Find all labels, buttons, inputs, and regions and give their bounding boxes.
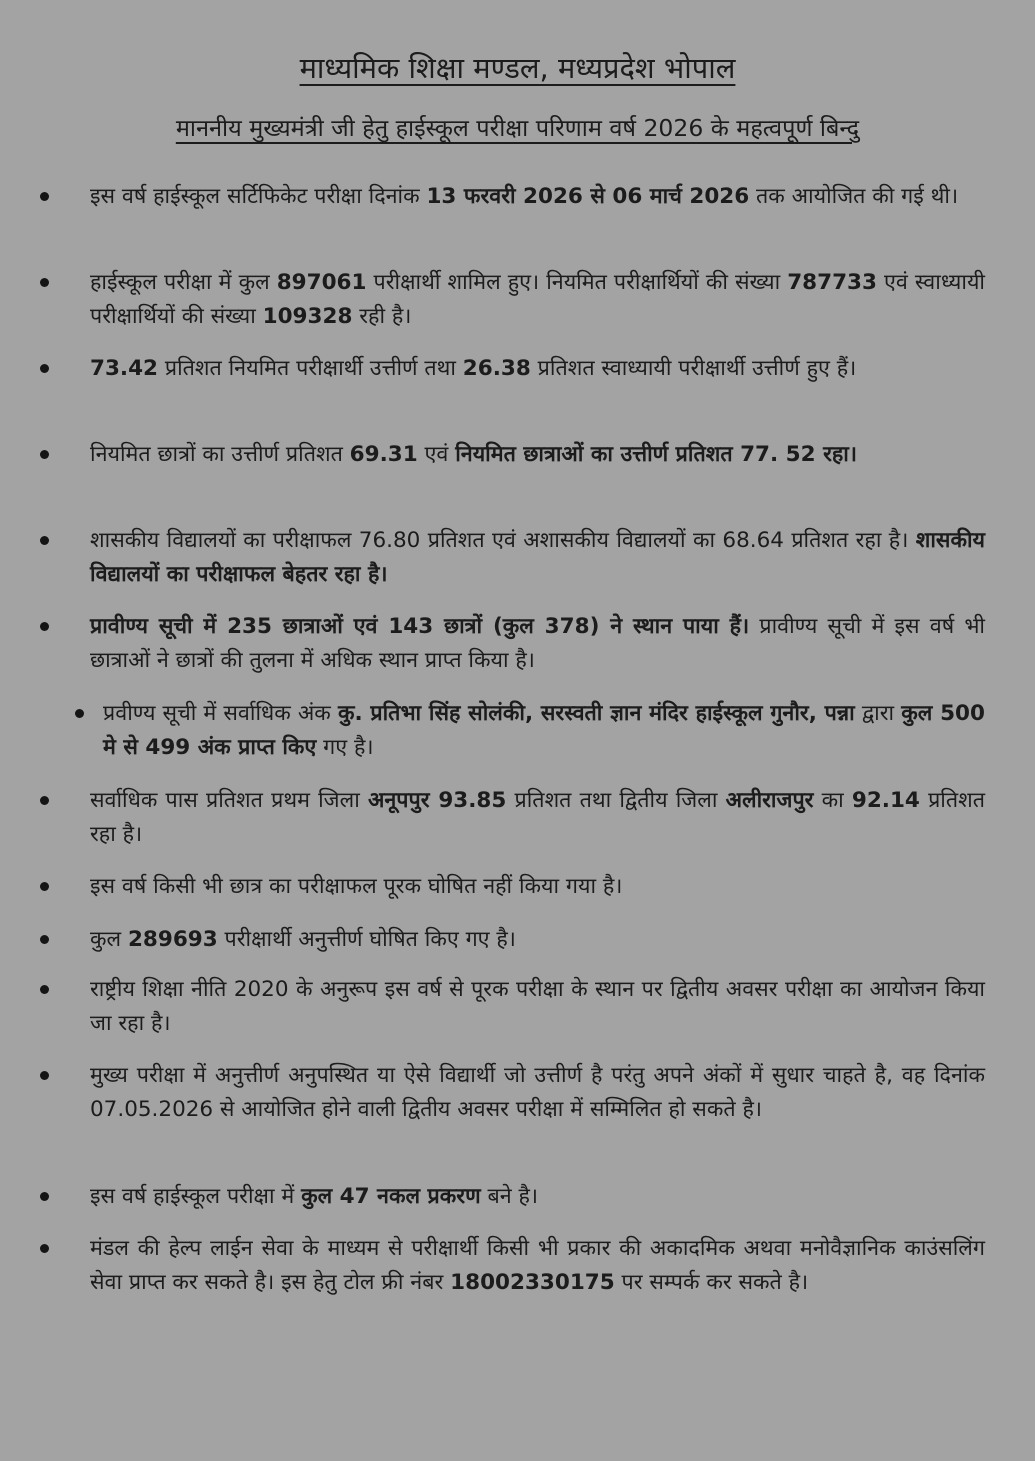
body-text: तक आयोजित की गई थी। (749, 184, 959, 209)
body-text: परीक्षार्थी अनुत्तीर्ण घोषित किए गए है। (217, 927, 516, 952)
bold-text: 26.38 (462, 356, 531, 381)
bullet-icon (40, 192, 49, 201)
body-text: प्रवीण्य सूची में सर्वाधिक अंक (103, 701, 338, 726)
body-text: प्रावीण्य सूची में इस वर्ष भी छात्राओं ने छात्रों की तुलना में अधिक स्थान प्राप्त किया है। (90, 614, 986, 673)
body-text: प्रतिशत तथा द्वितीय जिला (506, 788, 726, 813)
bold-text: 73.42 (90, 356, 159, 381)
bullet-icon (40, 364, 49, 373)
point-10 (90, 923, 985, 957)
point-8 (90, 784, 985, 852)
bold-text: शासकीय विद्यालयों का परीक्षाफल बेहतर रहा है। (90, 528, 985, 587)
body-text: हाईस्कूल परीक्षा में कुल (90, 270, 277, 295)
bold-text: कु. प्रतिभा सिंह सोलंकी, सरस्वती ज्ञान मंदिर हाईस्कूल गुनौर, पन्ना (337, 701, 855, 726)
bold-text: अनूपपुर 93.85 (367, 788, 507, 813)
bullet-icon (40, 796, 49, 805)
body-text: पर सम्पर्क कर सकते है। (614, 1270, 809, 1295)
bold-text: 13 फरवरी 2026 से 06 मार्च 2026 (426, 184, 750, 209)
point-1 (90, 180, 985, 214)
body-text: एवं स्वाध्यायी परीक्षार्थियों की संख्या (90, 270, 985, 329)
body-text: मुख्य परीक्षा में अनुत्तीर्ण अनुपस्थित या ऐसे विद्यार्थी जो उत्तीर्ण है परंतु अपने अंकों में सुधार चाहते है, वह दिनांक 07.05.2026 से आयोजित होने वाली द्वितीय अवसर परीक्षा में सम्मिलित हो सकते है। (90, 1063, 985, 1122)
body-text: इस वर्ष किसी भी छात्र का परीक्षाफल पूरक घोषित नहीं किया गया है। (90, 874, 623, 899)
point-5 (90, 524, 985, 592)
bold-text: 18002330175 (450, 1270, 615, 1295)
page-title-text: माध्यमिक शिक्षा मण्डल, मध्यप्रदेश भोपाल (299, 51, 736, 85)
point-6 (90, 610, 985, 678)
bold-text: अलीराजपुर (725, 788, 814, 813)
point-7 (103, 697, 985, 765)
point-2 (90, 266, 985, 334)
body-text: प्रतिशत स्वाध्यायी परीक्षार्थी उत्तीर्ण हुए हैं। (530, 356, 857, 381)
point-4 (90, 438, 985, 472)
bold-text: 92.14 (851, 788, 920, 813)
bold-text: कुल 47 नकल प्रकरण (301, 1184, 481, 1209)
body-text: परीक्षार्थी शामिल हुए। नियमित परीक्षार्थियों की संख्या (366, 270, 788, 295)
bullet-icon (40, 622, 49, 631)
body-text: कुल (90, 927, 128, 952)
point-13 (90, 1180, 985, 1214)
body-text: इस वर्ष हाईस्कूल सर्टिफिकेट परीक्षा दिनांक (90, 184, 427, 209)
bold-text: प्रावीण्य सूची में 235 छात्राओं एवं 143 छात्रों (कुल 378) ने स्थान पाया हैं। (90, 614, 750, 639)
bold-text: 787733 (787, 270, 877, 295)
bullet-icon (40, 536, 49, 545)
bullet-icon (40, 935, 49, 944)
body-text: एवं (417, 442, 456, 467)
body-text: नियमित छात्रों का उत्तीर्ण प्रतिशत (90, 442, 350, 467)
bold-text: 289693 (127, 927, 218, 952)
body-text: रही है। (352, 304, 412, 329)
bullet-icon (40, 278, 49, 287)
page-subtitle (0, 108, 1035, 148)
body-text: इस वर्ष हाईस्कूल परीक्षा में (90, 1184, 302, 1209)
bullet-icon (40, 450, 49, 459)
bullet-icon (40, 1244, 49, 1253)
bullet-icon (40, 1192, 49, 1201)
point-3 (90, 352, 985, 386)
bullet-icon (40, 985, 49, 994)
body-text: प्रतिशत नियमित परीक्षार्थी उत्तीर्ण तथा (158, 356, 463, 381)
bold-text: 69.31 (349, 442, 418, 467)
point-14 (90, 1232, 985, 1300)
body-text: द्वारा (854, 701, 902, 726)
body-text: का (813, 788, 852, 813)
bold-text: 109328 (262, 304, 353, 329)
body-text: प्रतिशत रहा है। (90, 788, 986, 847)
body-text: राष्ट्रीय शिक्षा नीति 2020 के अनुरूप इस वर्ष से पूरक परीक्षा के स्थान पर द्वितीय अवसर परीक्षा का आयोजन किया जा रहा है। (90, 977, 985, 1036)
body-text: मंडल की हेल्प लाईन सेवा के माध्यम से परीक्षार्थी किसी भी प्रकार की अकादमिक अथवा मनोवैज्ञानिक काउंसलिंग सेवा प्राप्त कर सकते है। इस हेतु टोल फ्री नंबर (90, 1236, 985, 1295)
body-text: सर्वाधिक पास प्रतिशत प्रथम जिला (90, 788, 368, 813)
body-text: शासकीय विद्यालयों का परीक्षाफल 76.80 प्रतिशत एवं अशासकीय विद्यालयों का 68.64 प्रतिशत रहा है। (90, 528, 916, 553)
body-text: गए है। (316, 735, 374, 760)
bold-text: नियमित छात्राओं का उत्तीर्ण प्रतिशत 77. 52 रहा। (455, 442, 857, 467)
point-9 (90, 870, 985, 904)
bold-text: 897061 (276, 270, 367, 295)
bullet-icon (40, 1071, 49, 1080)
bold-text: कुल 500 मे से 499 अंक प्राप्त किए (103, 701, 985, 760)
body-text: बने है। (480, 1184, 539, 1209)
bullet-icon (75, 709, 84, 718)
bullet-icon (40, 882, 49, 891)
point-12 (90, 1059, 985, 1127)
page-title (0, 46, 1035, 90)
page-subtitle-text: माननीय मुख्यमंत्री जी हेतु हाईस्कूल परीक्षा परिणाम वर्ष 2026 के महत्वपूर्ण बिन्दु (175, 114, 860, 142)
point-11 (90, 973, 985, 1041)
